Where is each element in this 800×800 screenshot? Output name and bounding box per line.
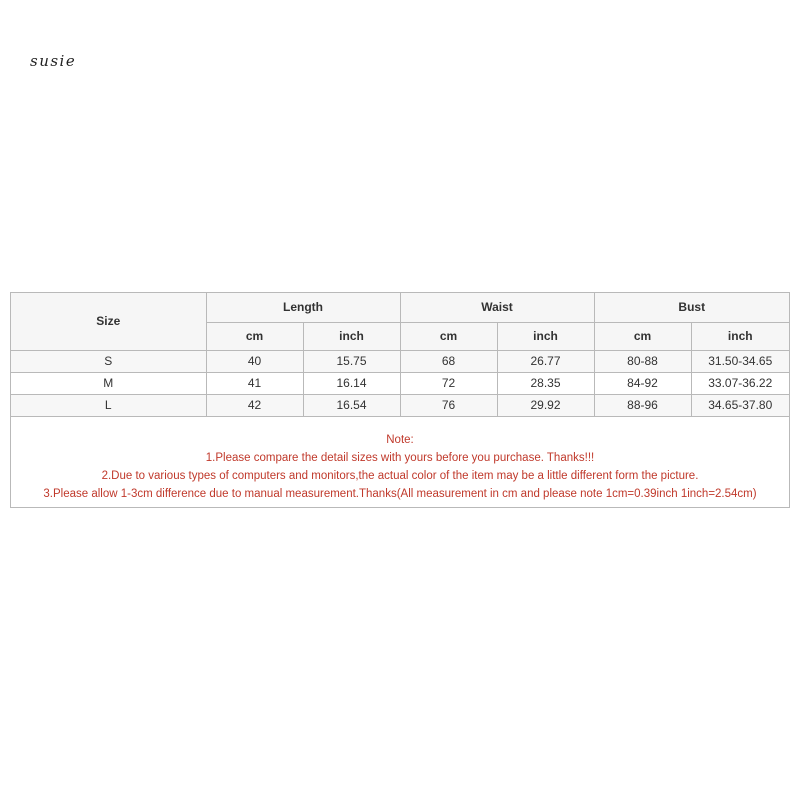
table-cell: 80-88 [594, 350, 691, 372]
table-cell: 26.77 [497, 350, 594, 372]
notes-title: Note: [386, 433, 414, 446]
table-cell: 84-92 [594, 372, 691, 394]
table-cell: 33.07-36.22 [691, 372, 789, 394]
unit-header: inch [303, 322, 400, 350]
size-column-header: Size [11, 293, 206, 350]
unit-header: cm [594, 322, 691, 350]
header-group-row [11, 293, 789, 322]
table-cell: 88-96 [594, 394, 691, 416]
table-cell: 15.75 [303, 350, 400, 372]
table-cell: 16.54 [303, 394, 400, 416]
unit-header: inch [497, 322, 594, 350]
table-cell: 72 [400, 372, 497, 394]
table-cell: 28.35 [497, 372, 594, 394]
note-line: 2.Due to various types of computers and monitors,the actual color of the item may be a little different form the picture. [101, 469, 699, 482]
table-cell: 16.14 [303, 372, 400, 394]
length-header: Length [206, 293, 400, 322]
size-chart [10, 292, 790, 508]
size-cell: M [11, 372, 206, 394]
table-cell: 41 [206, 372, 303, 394]
table-cell: 34.65-37.80 [691, 394, 789, 416]
unit-header: cm [400, 322, 497, 350]
unit-header: inch [691, 322, 789, 350]
table-row [11, 372, 789, 394]
brand-logo-text: susie [30, 52, 77, 70]
table-cell: 76 [400, 394, 497, 416]
bust-header: Bust [594, 293, 789, 322]
note-line: 1.Please compare the detail sizes with yours before you purchase. Thanks!!! [205, 451, 595, 464]
table-cell: 29.92 [497, 394, 594, 416]
table-cell: 31.50-34.65 [691, 350, 789, 372]
table-cell: 68 [400, 350, 497, 372]
note-line: 3.Please allow 1-3cm difference due to manual measurement.Thanks(All measurement in cm and please note 1cm=0.39inch 1inch=2.54cm) [43, 487, 757, 500]
unit-header: cm [206, 322, 303, 350]
table-cell: 42 [206, 394, 303, 416]
size-table [11, 293, 789, 417]
notes-section [11, 417, 789, 503]
waist-header: Waist [400, 293, 594, 322]
table-row [11, 394, 789, 416]
size-cell: S [11, 350, 206, 372]
table-row [11, 350, 789, 372]
size-cell: L [11, 394, 206, 416]
table-cell: 40 [206, 350, 303, 372]
